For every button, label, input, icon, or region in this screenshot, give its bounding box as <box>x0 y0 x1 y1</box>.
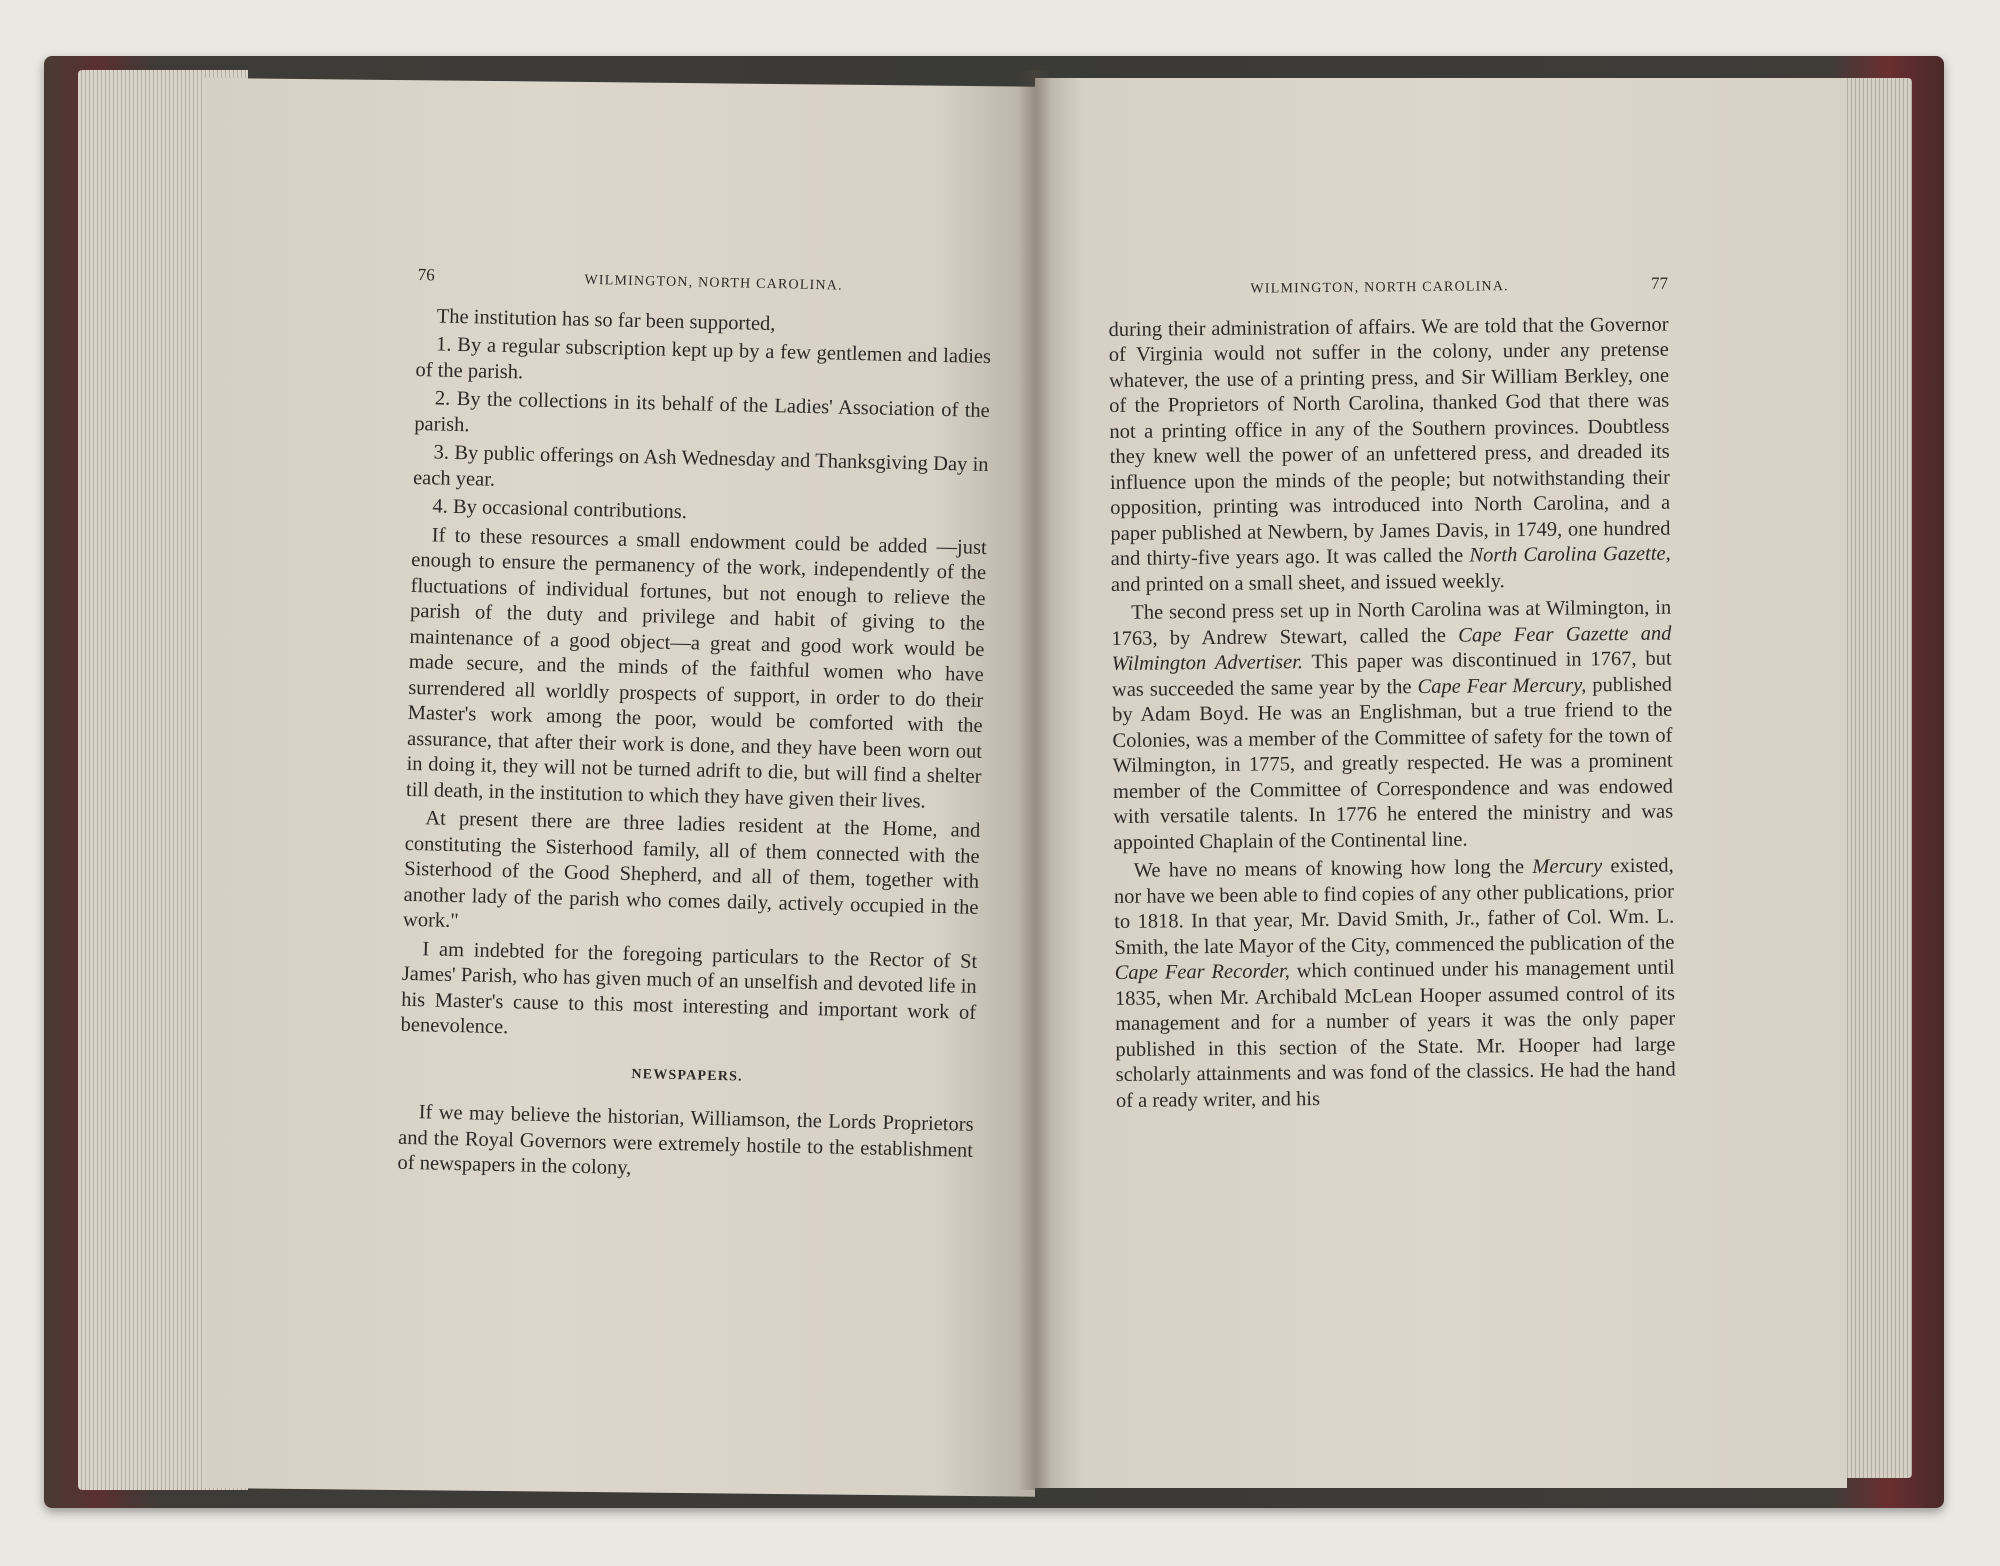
left-page-number: 76 <box>417 264 435 285</box>
text-run: during their administration of affairs. We are told that the Governor of Virginia would not suffer in the colony, under any pretense whatever, the use of a printing press, and Sir William Berkley, one of the Proprietors of North Carolina, thanked God that there was not a printing office in any of the Southern provinces. Doubtless they knew well the power of an unfettered press, and dreaded its influence upon the minds of the people; but notwithstanding their opposition, printing was introduced into North Carolina, and a paper published at Newbern, by James Davis, in 1749, one hundred and thirty-five years ago. It was called the <box>1108 313 1671 570</box>
section-heading-newspapers: NEWSPAPERS. <box>631 1066 743 1085</box>
paragraph: 3. By public offerings on Ash Wednesday and Thanksgiving Day in each year. <box>412 441 989 491</box>
text-run: existed, nor have we been able to find copies of any other publications, prior to 1818. In that year, Mr. David Smith, Jr., father of Col. Wm. L. Smith, the late Mayor of the City, commenced the publication of the <box>1113 854 1675 959</box>
right-running-head <box>1108 271 1668 304</box>
paragraph: At present there are three ladies resident at the Home, and constituting the Sisterhood family, all of them connected with the Sisterhood of the Good Shepherd, and all of them, together with another lady of the parish who comes daily, actively occupied in the work." <box>402 807 981 933</box>
italic-title: Cape Fear Mercury, <box>1417 673 1587 698</box>
text-run: This paper was discontinued in 1767, but was succeeded the same year by the <box>1111 647 1672 701</box>
left-page-text <box>397 262 993 1192</box>
left-running-title: WILMINGTON, NORTH CAROLINA. <box>584 272 843 294</box>
text-run: and printed on a small sheet, and issued weekly. <box>1110 569 1505 596</box>
paragraph: I am indebted for the foregoing particulars to the Rector of St James' Parish, who has given much of an unselfish and devoted life in his Master's cause to this most interesting and important work of benevolence. <box>400 937 978 1039</box>
text-run: which continued under his management until 1835, when Mr. Archibald McLean Hooper assumed control of its management and for a number of years it was the only paper published in this section of the State. Mr. Hooper had large scholarly attainments and was fond of the classics. He had the hand of a ready writer, and his <box>1114 956 1676 1112</box>
paragraph: If to these resources a small endowment could be added —just enough to ensure the permanency of the work, independently of the fluctuations of individual fortunes, but not enough to relieve the parish of the duty and privilege and habit of giving to the maintenance of a good object—a great and good work would be made secure, and the minds of the faithful women who have surrendered all worldly prospects of support, in order to do their Master's work among the poor, would be comforted with the assurance, that after their work is done, and they have been worn out in doing it, they will not be turned adrift to die, but will find a shelter till death, in the institution to which they have given their lives. <box>405 523 987 813</box>
right-page-text <box>1108 271 1676 1117</box>
paragraph: 4. By occasional contributions. <box>432 495 688 524</box>
italic-title: Mercury <box>1532 855 1603 878</box>
text-run: The second press set up in North Carolina was at Wilmington, in 1763, by Andrew Stewart, called the <box>1111 596 1672 650</box>
italic-title: North Carolina Gazette, <box>1469 542 1671 567</box>
right-page-number: 77 <box>1651 273 1669 293</box>
italic-title: Cape Fear Recorder, <box>1114 960 1290 984</box>
text-run: published by Adam Boyd. He was an Englishman, but a true friend to the Colonies, was a member of the Committee of safety for the town of Wilmington, in 1775, and greatly respected. He was a prominent member of the Committee of Correspondence and was endowed with versatile talents. In 1776 he entered the ministry and was appointed Chaplain of the Continental line. <box>1112 673 1674 854</box>
paragraph <box>1108 312 1671 598</box>
text-run: We have no means of knowing how long the <box>1133 856 1525 882</box>
paragraph: If we may believe the historian, Williamson, the Lords Proprietors and the Royal Governors were extremely hostile to the establishment of newspapers in the colony, <box>397 1101 974 1180</box>
book-gutter <box>1018 70 1052 1490</box>
right-running-title: WILMINGTON, NORTH CAROLINA. <box>1250 279 1509 297</box>
paragraph: The institution has so far been supported, <box>436 304 776 335</box>
paragraph: 1. By a regular subscription kept up by a few gentlemen and ladies of the parish. <box>415 333 992 383</box>
italic-title: Cape Fear Gazette and Wilmington Advertiser. <box>1111 622 1672 675</box>
paragraph <box>1111 596 1673 856</box>
paragraph <box>1114 854 1676 1114</box>
paragraph: 2. By the collections in its behalf of the Ladies' Association of the parish. <box>414 387 991 436</box>
